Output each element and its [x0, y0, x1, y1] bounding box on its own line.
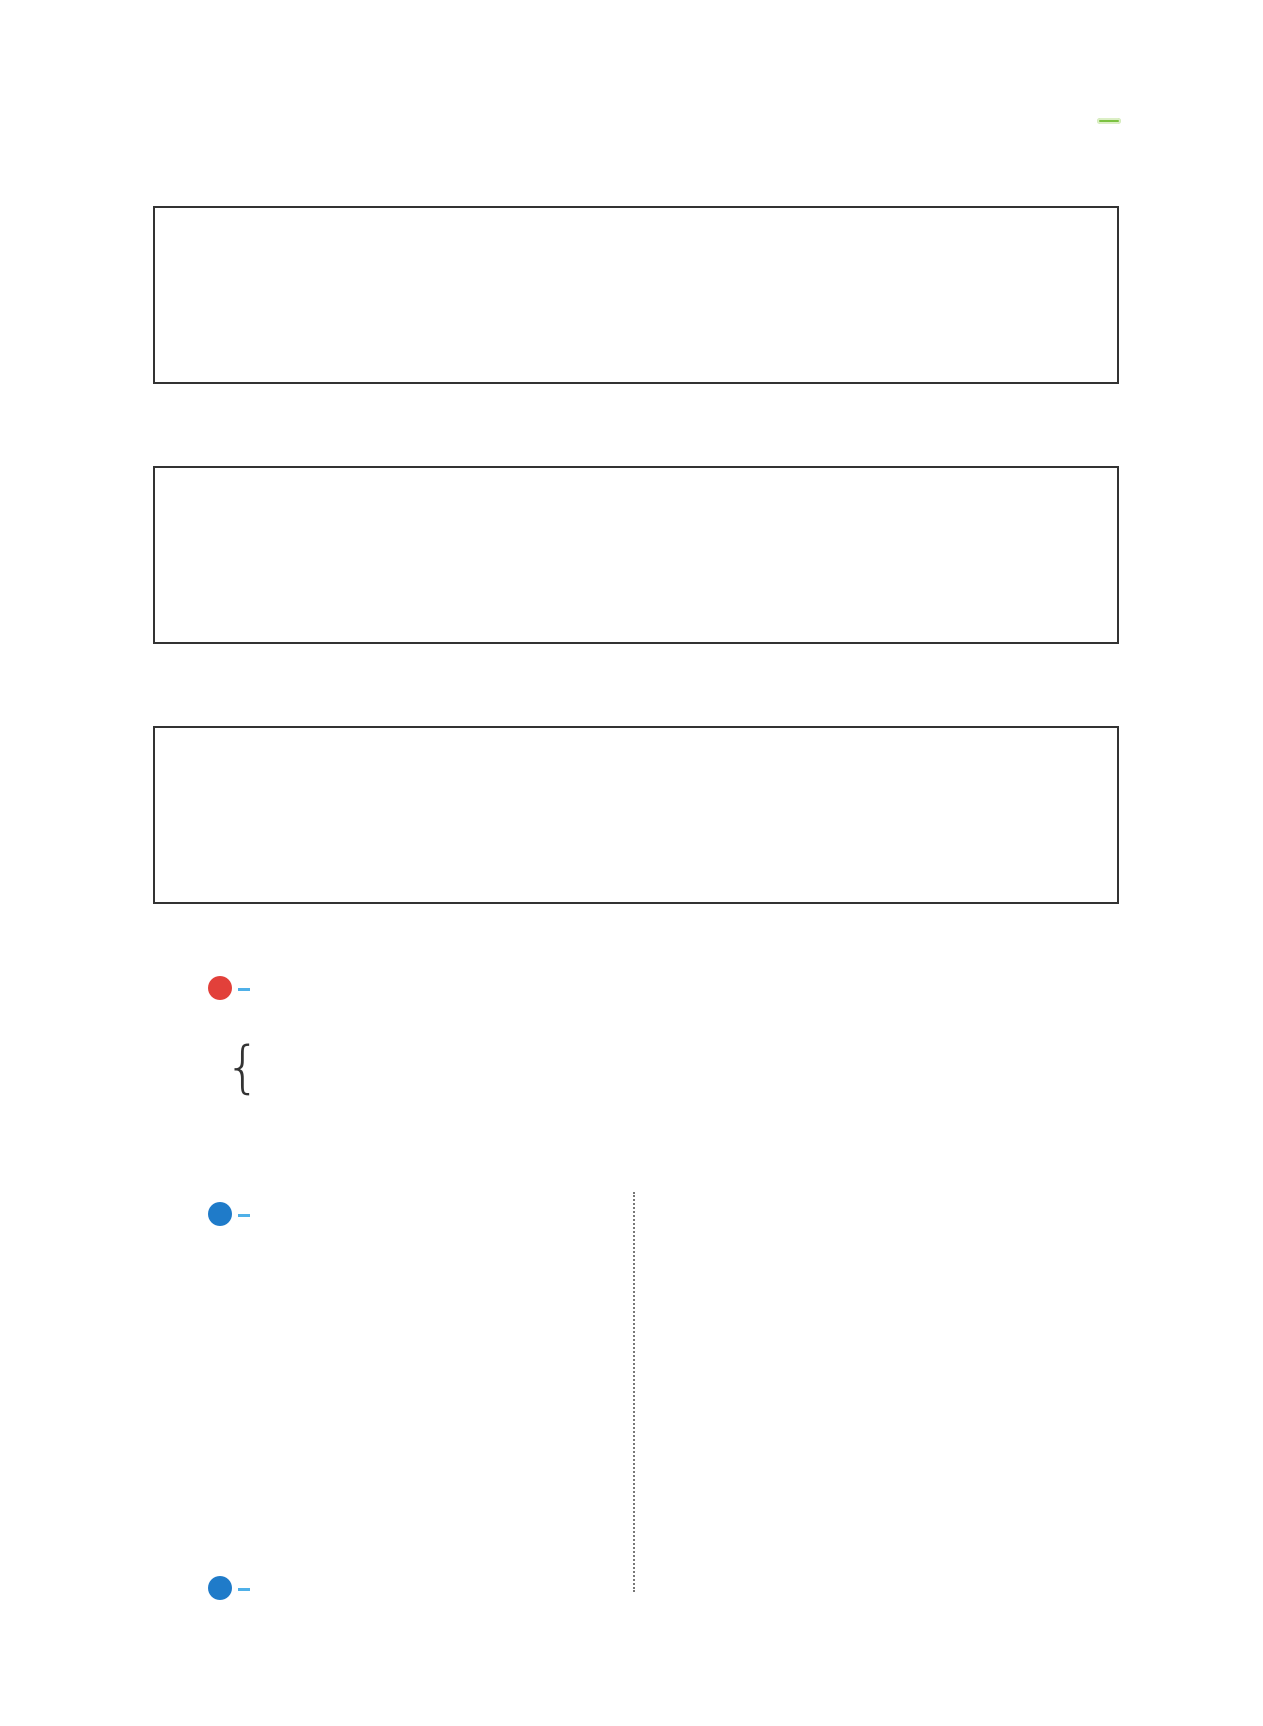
- section-heading-dictation: [208, 1202, 250, 1226]
- section-number: [208, 1202, 232, 1226]
- page-header: [1091, 118, 1121, 124]
- char-card: [153, 466, 1119, 644]
- section-heading-terms: [208, 1576, 250, 1600]
- section-title: [238, 986, 250, 991]
- column-divider: [633, 1192, 635, 1592]
- section-heading-polyphone: [208, 976, 250, 1000]
- polyphone-block: [205, 1030, 1105, 1160]
- section-number: [208, 976, 232, 1000]
- section-title: [238, 1212, 250, 1217]
- char-card: [153, 206, 1119, 384]
- char-card: [153, 726, 1119, 904]
- section-number: [208, 1576, 232, 1600]
- unit-badge: [1097, 118, 1121, 124]
- brace: {: [225, 1035, 261, 1100]
- section-title: [238, 1586, 250, 1591]
